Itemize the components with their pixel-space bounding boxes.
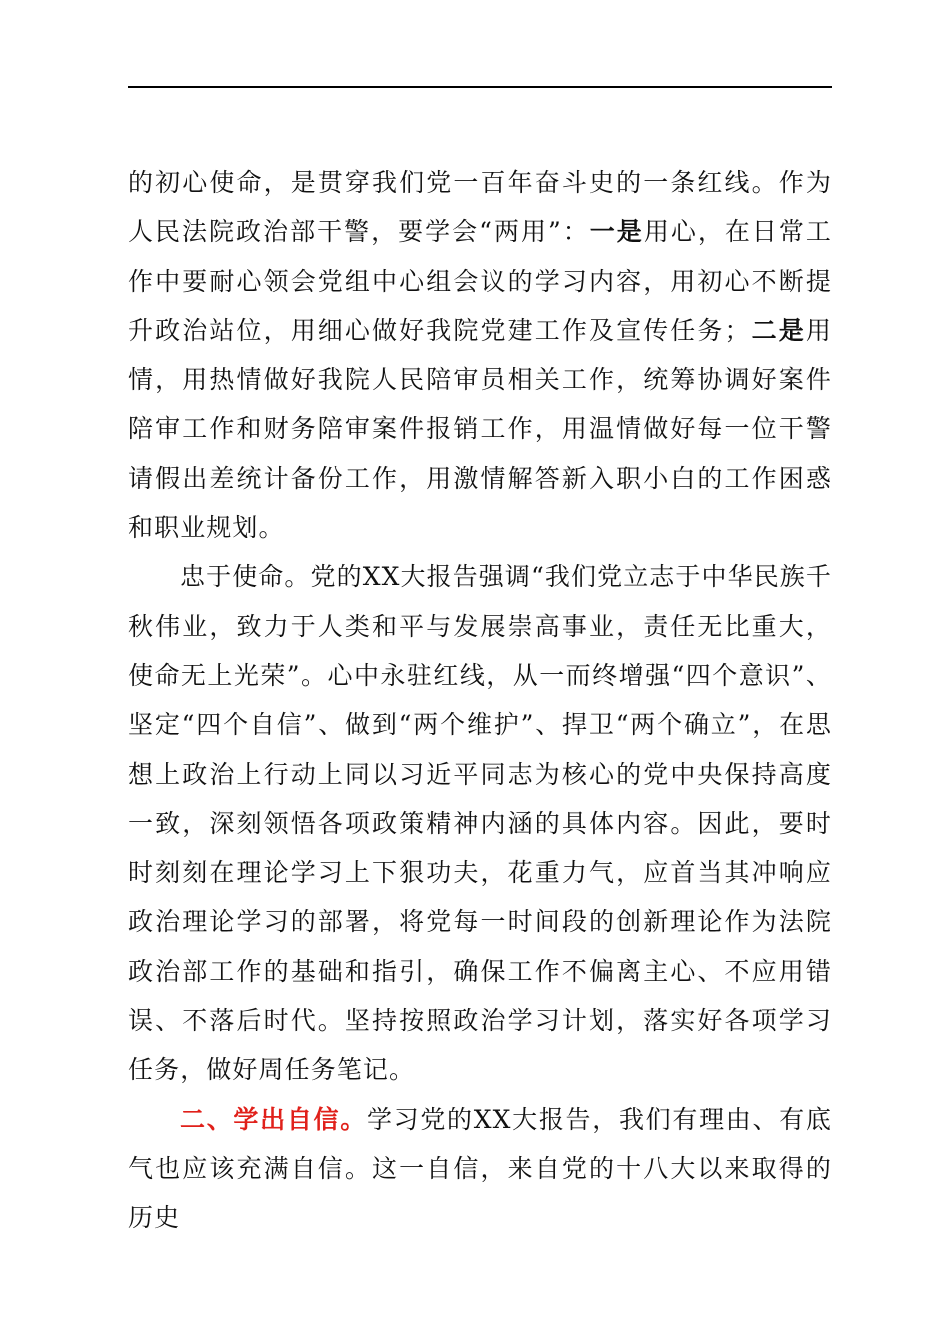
paragraph-3-text: 学习党的XX大报告，我们有理由、有底气也应该充满自信。这一自信，来自党的十八大以来取得的历史	[128, 1104, 832, 1233]
paragraph-2-text: 忠于使命。党的XX大报告强调“我们党立志于中华民族千秋伟业，致力于人类和平与发展崇高事业，责任无比重大，使命无上光荣”。心中永驻红线，从一而终增强“四个意识”、坚定“四个自信”、做到“两个维护”、捍卫“两个确立”，在思想上政治上行动上同以习近平同志为核心的党中央保持高度一致，深刻领悟各项政策精神内涵的具体内容。因此，要时时刻刻在理论学习上下狠功夫，花重力气，应首当其冲响应政治理论学习的部署，将党每一时间段的创新理论作为法院政治部工作的基础和指引，确保工作不偏离主心、不应用错误、不落后时代。坚持按照政治学习计划，落实好各项学习任务，做好周任务笔记。	[128, 562, 832, 1085]
paragraph-3	[128, 1095, 832, 1243]
paragraph-1-text-a: 的初心使命，是贯穿我们党一百年奋斗史的一条红线。作为人民法院政治部干警，要学会“两用”：	[128, 168, 832, 247]
section-heading: 二、学出自信。	[180, 1104, 367, 1134]
paragraph-1-text-b: 用心，在日常工作中要耐心领会党组中心组会议的学习内容，用初心不断提升政治站位，用细心做好我院党建工作及宣传任务；	[128, 217, 833, 345]
paragraph-1-text-c: 用情，用热情做好我院人民陪审员相关工作，统筹协调好案件陪审工作和财务陪审案件报销工作，用温情做好每一位干警请假出差统计备份工作，用激情解答新入职小白的工作困惑和职业规划。	[128, 315, 832, 543]
paragraph-1-bold-first: 一是	[589, 217, 644, 247]
document-body	[128, 158, 832, 1243]
paragraph-1-bold-second: 二是	[750, 315, 806, 345]
paragraph-1	[128, 158, 832, 552]
paragraph-2	[128, 552, 832, 1094]
header-rule	[128, 86, 832, 88]
